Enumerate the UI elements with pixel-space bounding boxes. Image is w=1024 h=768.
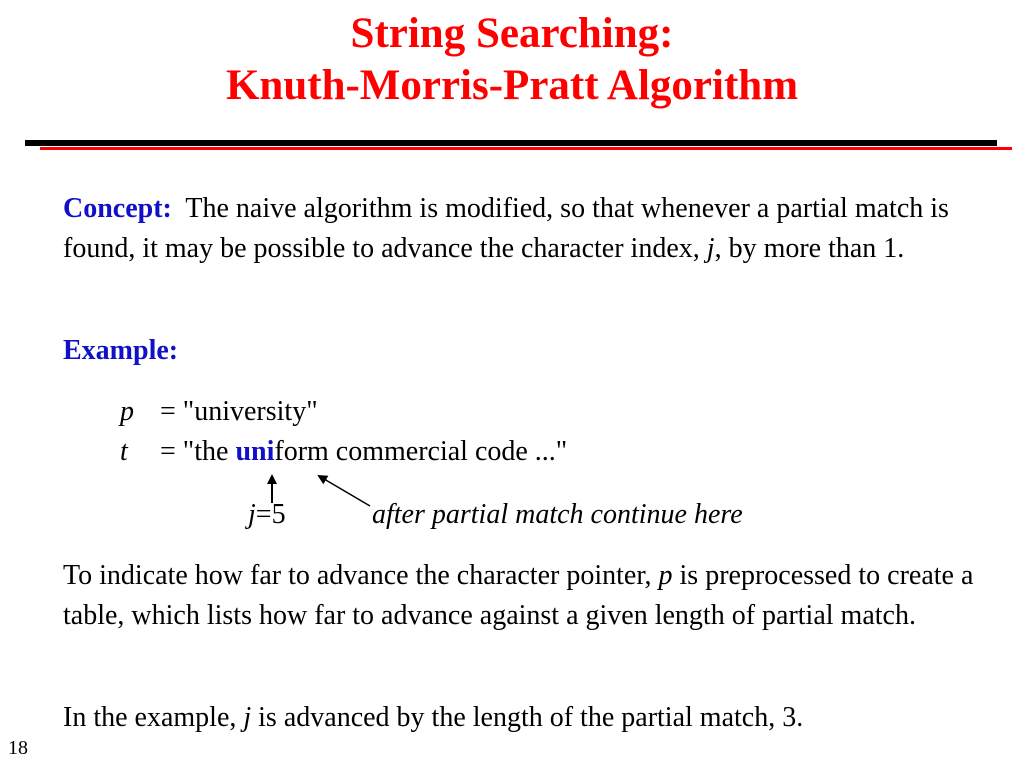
concept-text-b: , by more than 1. (714, 233, 905, 264)
pattern-var: p (120, 396, 134, 427)
indicate-text-a: To indicate how far to advance the character pointer, (63, 560, 659, 591)
concept-paragraph (63, 189, 983, 269)
j-annotation (248, 495, 286, 535)
indicate-text-b: is preprocessed to create a table, which lists how far to advance against a given length of partial match. (63, 560, 974, 631)
indicate-var-p: p (658, 560, 673, 591)
in-example-var-j: j (243, 702, 252, 733)
title-rule-red (40, 147, 1012, 150)
text-var: t (120, 436, 128, 467)
j-annotation-var: j (248, 499, 256, 530)
concept-label: Concept: (63, 193, 172, 224)
concept-var-j: j (706, 233, 715, 264)
page-number: 18 (8, 737, 28, 759)
title-line-2: Knuth-Morris-Pratt Algorithm (225, 62, 799, 109)
text-value-a: = "the (160, 436, 236, 467)
example-label: Example: (63, 335, 179, 366)
title-line-1: String Searching: (350, 10, 674, 57)
in-example-paragraph (63, 698, 983, 738)
text-highlight: uni (235, 436, 275, 467)
in-example-text-a: In the example, (63, 702, 244, 733)
in-example-text-b: is advanced by the length of the partial match, 3. (251, 702, 804, 733)
text-equation (120, 432, 567, 472)
concept-text-a: The naive algorithm is modified, so that whenever a partial match is found, it may be possible to advance the character index, (63, 193, 949, 264)
title-rule-black (25, 140, 997, 146)
indicate-paragraph (63, 556, 983, 636)
continue-pointer-arrow (319, 476, 370, 506)
pattern-value: = "university" (160, 396, 318, 427)
text-value-b: form commercial code ..." (274, 436, 568, 467)
j-annotation-value: =5 (255, 499, 286, 530)
slide-title (0, 8, 1024, 112)
pattern-equation (120, 392, 318, 432)
continue-annotation: after partial match continue here (372, 499, 743, 530)
